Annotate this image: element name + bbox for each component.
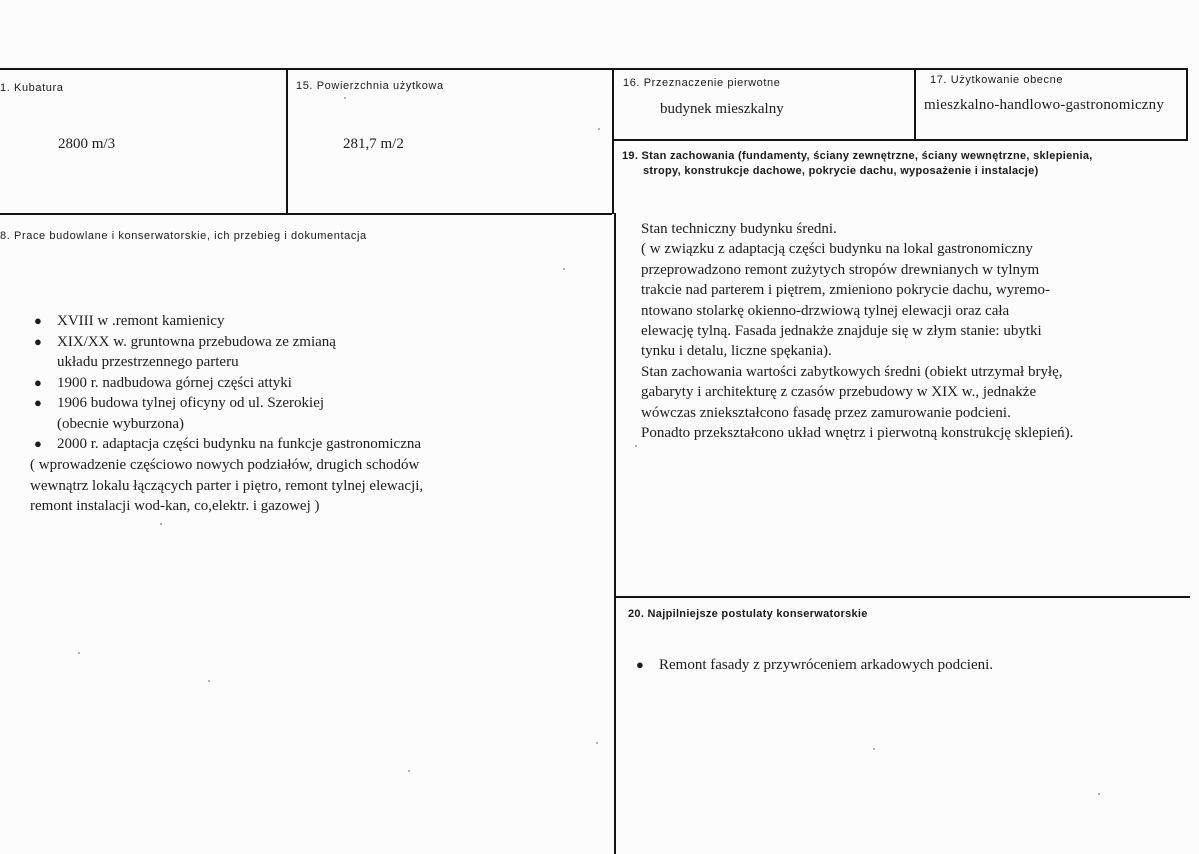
prace-note-line: wewnątrz lokalu łączących parter i piętro, remont tylnej elewacji, [30,477,424,494]
list-item [32,373,421,394]
kubatura-value: 2800 m/3 [58,136,116,152]
scan-speck [208,680,210,682]
col-divider-left [286,69,288,215]
stan-text-line: Stan zachowania wartości zabytkowych średni (obiekt utrzymał bryłę, [641,363,1063,380]
stan-text-line: wówczas zniekształcono fasadę przez zamurowanie podcieni. [641,404,1011,421]
list-item-text: XVIII w .remont kamienicy [57,313,225,329]
top-rule [0,68,1188,70]
bullet-icon: ● [34,436,42,451]
powierzchnia-label: 15. Powierzchnia użytkowa [296,80,444,92]
powierzchnia-value: 281,7 m/2 [343,136,404,152]
list-item [634,655,993,676]
stan-text-line: Ponadto przekształcono układ wnętrz i pierwotną konstrukcję sklepień). [641,425,1074,442]
przeznaczenie-value: budynek mieszkalny [660,101,784,117]
stan-text-line: przeprowadzono remont zużytych stropów drewnianych w tylnym [641,261,1040,278]
uzytkowanie-value: mieszkalno-handlowo-gastronomiczny [924,97,1165,113]
scan-speck [1098,793,1100,795]
list-item [32,332,421,373]
scan-speck [596,742,598,744]
list-item-text: (obecnie wyburzona) [57,415,185,432]
stan-text-line: ( w związku z adaptacją części budynku na lokal gastronomiczny [641,241,1033,258]
col-divider-main [612,69,614,214]
list-item-text: Remont fasady z przywróceniem arkadowych podcieni. [659,657,994,673]
scan-speck [160,523,162,525]
col-divider-right [914,69,916,141]
stan-label-line-2: stropy, konstrukcje dachowe, pokrycie dachu, wyposażenie i instalacje) [643,165,1039,177]
list-item-text: układu przestrzennego parteru [57,354,239,370]
list-item-text: 2000 r. adaptacja części budynku na funkcje gastronomiczna [57,436,422,452]
postulaty-list [634,655,993,676]
kubatura-label: 1. Kubatura [0,82,64,94]
stan-text-line: Stan techniczny budynku średni. [641,221,837,237]
scan-speck [873,748,875,750]
list-item-text: 1900 r. nadbudowa górnej części attyki [57,374,292,391]
postulaty-rule [615,596,1190,598]
row2-rule-left [0,213,612,215]
prace-note-line: remont instalacji wod-kan, co,elektr. i gazowej ) [30,498,320,514]
przeznaczenie-label: 16. Przeznaczenie pierwotne [623,77,781,89]
bullet-icon: ● [34,333,42,349]
postulaty-label: 20. Najpilniejsze postulaty konserwatorskie [628,608,868,620]
list-item-text: XIX/XX w. gruntowna przebudowa ze zmianą [57,333,336,350]
stan-text [641,219,1073,443]
bullet-icon: ● [636,657,644,672]
scan-speck [78,652,80,654]
stan-text-line: tynku i detalu, liczne spękania). [641,343,832,360]
stan-text-line: elewację tylną. Fasada jednakże znajduje się w złym stanie: ubytki [641,323,1042,340]
scan-speck [408,770,410,772]
prace-note-line: ( wprowadzenie częściowo nowych podziałów, drugich schodów [30,457,420,473]
right-edge [1186,69,1188,141]
prace-label: 8. Prace budowlane i konserwatorskie, ich przebieg i dokumentacja [0,230,367,242]
prace-note [30,455,423,517]
bullet-icon: ● [34,313,42,328]
bullet-icon: ● [34,374,42,390]
stan-text-line: ntowano stolarkę okienno-drzwiową tylnej elewacji oraz cała [641,302,1010,319]
list-item [32,311,421,332]
scan-speck [635,445,637,447]
stan-label-line-1: 19. Stan zachowania (fundamenty, ściany zewnętrzne, ściany wewnętrzne, sklepienia, [622,150,1093,162]
list-item [32,434,421,455]
scan-speck [344,97,346,99]
uzytkowanie-label: 17. Użytkowanie obecne [930,74,1064,86]
stan-text-line: trakcie nad parterem i piętrem, zmieniono pokrycie dachu, wyremo- [641,282,1050,299]
scan-speck [563,268,565,270]
scan-speck [598,128,600,130]
stan-text-line: gabaryty i architekturę z czasów przebudowy w XIX w., jednakże [641,384,1037,401]
prace-list [32,311,421,455]
row2-rule-right [612,139,1186,141]
col-divider-main-lower [614,213,616,854]
list-item [32,393,421,434]
list-item-text: 1906 budowa tylnej oficyny od ul. Szerokiej [57,395,325,411]
bullet-icon: ● [34,395,42,410]
